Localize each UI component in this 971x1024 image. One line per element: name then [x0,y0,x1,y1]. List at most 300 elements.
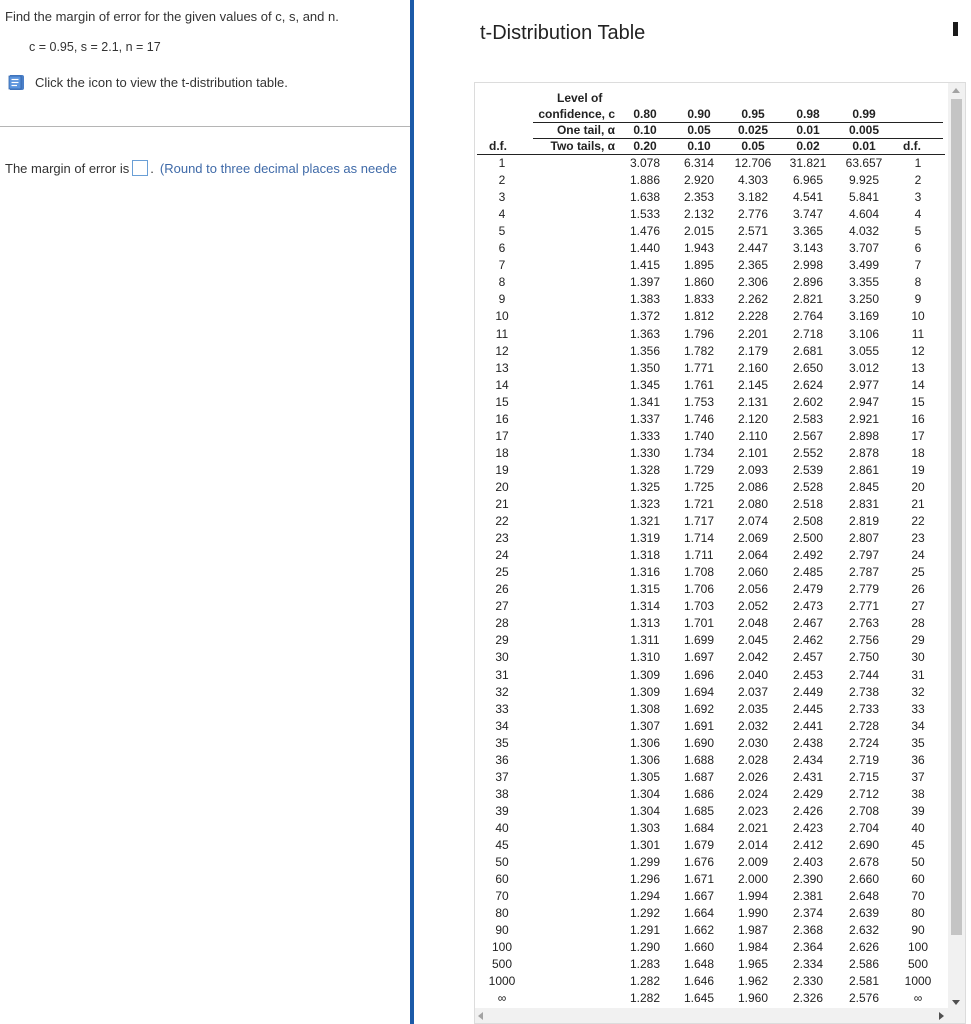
crit-cell: 2.228 [737,309,769,324]
crit-cell: 1.282 [629,974,661,989]
df-cell: 17 [495,428,509,443]
crit-cell: 1.319 [629,531,661,546]
crit-cell: 3.747 [792,207,824,222]
crit-cell: 1.318 [629,548,661,563]
crit-cell: 1.886 [629,173,661,188]
crit-cell: 2.368 [792,923,824,938]
minimize-button[interactable] [953,22,958,36]
crit-cell: 2.681 [792,343,824,358]
table-row [475,650,950,667]
df-cell: 15 [495,394,509,409]
crit-cell: 4.303 [737,173,769,188]
df-cell: 16 [495,411,509,426]
crit-cell: 1.304 [629,786,661,801]
crit-cell: 2.756 [848,633,880,648]
table-row [475,923,950,940]
crit-cell: 1.306 [629,752,661,767]
df-cell: 32 [495,684,509,699]
crit-cell: 1.662 [683,923,715,938]
crit-cell: 2.365 [737,258,769,273]
df-cell: 26 [495,582,509,597]
crit-cell: 2.353 [683,190,715,205]
crit-cell: 1.383 [629,292,661,307]
crit-cell: 1.725 [683,479,715,494]
vertical-scrollbar[interactable] [948,83,965,1023]
scroll-left-arrow-icon[interactable] [478,1012,483,1020]
table-row [475,685,950,702]
df-cell: 13 [495,360,509,375]
crit-cell: 1.645 [683,991,715,1006]
crit-cell: 1.699 [683,633,715,648]
crit-cell: 1.307 [629,718,661,733]
crit-cell: 1.325 [629,479,661,494]
crit-cell: 1.290 [629,940,661,955]
crit-cell: 2.032 [737,718,769,733]
df-cell: 15 [911,394,925,409]
header-rule [477,154,945,155]
df-cell: 14 [911,377,925,392]
crit-cell: 1.692 [683,701,715,716]
df-cell: 1000 [904,974,932,989]
rounding-hint: (Round to three decimal places as neede [159,160,397,176]
crit-cell: 6.314 [683,156,715,170]
df-cell: 23 [495,531,509,546]
df-cell: 22 [911,514,925,529]
crit-cell: 2.539 [792,462,824,477]
df-cell: 70 [911,889,925,904]
crit-cell: 1.350 [629,360,661,375]
crit-cell: 2.074 [737,514,769,529]
df-cell: 22 [495,514,509,529]
crit-cell: 1.372 [629,309,661,324]
crit-cell: 2.898 [848,428,880,443]
crit-cell: 1.533 [629,207,661,222]
crit-cell: 1.306 [629,735,661,750]
table-row [475,207,950,224]
crit-cell: 2.080 [737,497,769,511]
df-cell: 10 [495,309,509,324]
table-row [475,258,950,275]
crit-cell: 1.691 [683,718,715,733]
crit-cell: 1.337 [629,411,661,426]
crit-cell: 1.943 [683,241,715,256]
table-row [475,395,950,412]
crit-cell: 1.282 [629,991,661,1006]
crit-cell: 2.056 [737,582,769,597]
crit-cell: 1.812 [683,309,715,324]
crit-cell: 1.291 [629,923,661,938]
crit-cell: 1.685 [683,803,715,818]
crit-cell: 3.055 [848,343,880,358]
crit-cell: 2.445 [792,701,824,716]
df-cell: 45 [911,838,925,852]
table-row [475,412,950,429]
scroll-down-arrow-icon[interactable] [952,1000,960,1005]
header-df-left: d.f. [489,139,507,153]
df-cell: 1 [914,156,922,170]
header-df-right: d.f. [903,139,921,153]
crit-cell: 1.717 [683,514,715,529]
crit-cell: 2.947 [848,394,880,409]
crit-cell: 2.023 [737,803,769,818]
df-cell: 70 [495,889,509,904]
crit-cell: 2.639 [848,906,880,921]
df-cell: 31 [495,667,509,682]
crit-cell: 2.364 [792,940,824,955]
table-row [475,361,950,378]
crit-cell: 4.032 [848,224,880,239]
crit-cell: 2.457 [792,650,824,665]
crit-cell: 1.296 [629,872,661,887]
crit-cell: 2.583 [792,411,824,426]
crit-cell: 2.262 [737,292,769,307]
table-row [475,974,950,991]
scroll-up-arrow-icon[interactable] [952,88,960,93]
crit-cell: 2.632 [848,923,880,938]
crit-cell: 2.390 [792,872,824,887]
header-confidence-value: 0.80 [633,107,657,121]
crit-cell: 3.169 [848,309,880,324]
crit-cell: 2.306 [737,275,769,290]
crit-cell: 2.718 [792,326,824,341]
vertical-scroll-thumb[interactable] [951,99,962,935]
crit-cell: 1.363 [629,326,661,341]
crit-cell: 2.179 [737,343,769,358]
crit-cell: 1.301 [629,838,661,852]
crit-cell: 2.035 [737,701,769,716]
df-cell: 14 [495,377,509,392]
crit-cell: 31.821 [789,156,827,170]
df-cell: 6 [498,241,506,256]
df-cell: 34 [911,718,925,733]
crit-cell: 2.015 [683,224,715,239]
crit-cell: 2.648 [848,889,880,904]
scroll-right-arrow-icon[interactable] [939,1012,944,1020]
crit-cell: 2.719 [848,752,880,767]
book-icon[interactable] [7,73,27,91]
crit-cell: 1.309 [629,667,661,682]
crit-cell: 2.479 [792,582,824,597]
crit-cell: 2.423 [792,820,824,835]
crit-cell: 2.624 [792,377,824,392]
df-cell: 2 [914,173,922,188]
crit-cell: 1.308 [629,701,661,716]
crit-cell: 2.750 [848,650,880,665]
df-cell: 26 [911,582,925,597]
header-two-tails-value: 0.20 [633,139,657,153]
crit-cell: 1.734 [683,445,715,460]
crit-cell: 1.476 [629,224,661,239]
crit-cell: 2.878 [848,445,880,460]
crit-cell: 2.441 [792,718,824,733]
question-givens: c = 0.95, s = 2.1, n = 17 [29,40,161,54]
crit-cell: 2.807 [848,531,880,546]
crit-cell: 1.311 [630,633,660,648]
crit-cell: 1.333 [629,428,661,443]
header-two-tails-value: 0.02 [796,139,820,153]
df-cell: 35 [495,735,509,750]
margin-of-error-input[interactable] [132,160,148,176]
crit-cell: 1.315 [629,582,661,597]
df-cell: 50 [911,855,925,870]
crit-cell: 2.069 [737,531,769,546]
crit-cell: 1.299 [629,855,661,870]
table-row [475,616,950,633]
crit-cell: 2.567 [792,428,824,443]
df-cell: 8 [498,275,506,290]
df-cell: 100 [907,940,929,955]
crit-cell: 2.021 [737,820,769,835]
table-row [475,565,950,582]
crit-cell: 1.313 [629,616,661,631]
crit-cell: 2.763 [848,616,880,631]
crit-cell: 2.326 [792,991,824,1006]
crit-cell: 2.576 [848,991,880,1006]
header-rule [533,138,943,139]
df-cell: 17 [911,428,925,443]
df-cell: 90 [495,923,509,938]
crit-cell: 2.552 [792,445,824,460]
table-row [475,668,950,685]
crit-cell: 3.143 [792,241,824,256]
df-cell: 7 [498,258,506,273]
crit-cell: 1.987 [737,923,769,938]
crit-cell: 1.990 [737,906,769,921]
crit-cell: 3.365 [792,224,824,239]
crit-cell: 1.701 [683,616,715,631]
crit-cell: 1.664 [683,906,715,921]
crit-cell: 2.045 [737,633,769,648]
crit-cell: 2.132 [683,207,715,222]
df-cell: 21 [911,497,925,511]
crit-cell: 1.694 [683,684,715,699]
df-cell: 500 [491,957,513,972]
crit-cell: 1.309 [629,684,661,699]
header-two-tails-value: 0.01 [852,139,876,153]
crit-cell: 1.965 [737,957,769,972]
table-row [475,309,950,326]
crit-cell: 2.412 [792,838,824,852]
crit-cell: 4.541 [792,190,824,205]
crit-cell: 3.078 [629,156,661,170]
crit-cell: 2.438 [792,735,824,750]
df-cell: 40 [495,820,509,835]
crit-cell: 2.009 [737,855,769,870]
crit-cell: 1.711 [684,548,714,563]
crit-cell: 2.518 [792,497,824,511]
crit-cell: 2.779 [848,582,880,597]
df-cell: 5 [914,224,922,239]
table-row [475,224,950,241]
crit-cell: 1.994 [737,889,769,904]
df-cell: 6 [914,241,922,256]
crit-cell: 2.733 [848,701,880,716]
crit-cell: 2.602 [792,394,824,409]
crit-cell: 2.160 [737,360,769,375]
crit-cell: 2.026 [737,769,769,784]
df-cell: 23 [911,531,925,546]
df-cell: 50 [495,855,509,870]
crit-cell: 1.330 [629,445,661,460]
horizontal-scrollbar[interactable] [475,1008,950,1023]
crit-cell: 2.845 [848,479,880,494]
table-row [475,429,950,446]
df-cell: 11 [495,326,509,341]
crit-cell: 2.861 [848,462,880,477]
crit-cell: 2.403 [792,855,824,870]
crit-cell: 2.724 [848,735,880,750]
crit-cell: 2.787 [848,565,880,580]
crit-cell: 2.467 [792,616,824,631]
crit-cell: 2.145 [737,377,769,392]
df-cell: 36 [495,752,509,767]
table-row [475,719,950,736]
table-row [475,327,950,344]
crit-cell: 2.024 [737,786,769,801]
crit-cell: 1.440 [629,241,661,256]
crit-cell: 2.771 [848,599,880,614]
crit-cell: 1.397 [629,275,661,290]
crit-cell: 2.660 [848,872,880,887]
crit-cell: 2.453 [792,667,824,682]
question-prompt: Find the margin of error for the given values of c, s, and n. [5,9,339,24]
header-one-tail-value: 0.025 [737,123,769,137]
df-cell: 18 [495,445,509,460]
crit-cell: 1.323 [629,497,661,511]
crit-cell: 2.030 [737,735,769,750]
df-cell: 37 [911,769,925,784]
crit-cell: 2.048 [737,616,769,631]
df-cell: 25 [495,565,509,580]
df-cell: 30 [911,650,925,665]
dialog-title: t-Distribution Table [480,22,646,44]
crit-cell: 3.106 [848,326,880,341]
t-table-link[interactable] [7,73,288,91]
crit-cell: 2.704 [848,820,880,835]
df-cell: 13 [911,360,925,375]
crit-cell: 2.500 [792,531,824,546]
crit-cell: 1.782 [683,343,715,358]
crit-cell: 63.657 [845,156,883,170]
df-cell: 38 [911,786,925,801]
crit-cell: 2.819 [848,514,880,529]
table-row [475,633,950,650]
table-row [475,497,950,514]
crit-cell: 1.687 [683,769,715,784]
crit-cell: 2.381 [792,889,824,904]
crit-cell: 2.000 [737,872,769,887]
header-confidence-value: 0.99 [852,107,876,121]
crit-cell: 1.294 [629,889,661,904]
crit-cell: 2.426 [792,803,824,818]
crit-cell: 2.110 [738,428,768,443]
crit-cell: 2.473 [792,599,824,614]
crit-cell: 1.671 [683,872,715,887]
crit-cell: 1.684 [683,820,715,835]
crit-cell: 1.721 [683,497,715,511]
table-row [475,906,950,923]
crit-cell: 1.690 [683,735,715,750]
table-row [475,514,950,531]
df-cell: 24 [495,548,509,563]
crit-cell: 1.415 [629,258,661,273]
crit-cell: 2.431 [792,769,824,784]
crit-cell: 3.182 [737,190,769,205]
crit-cell: 2.014 [737,838,769,852]
df-cell: 31 [911,667,925,682]
crit-cell: 2.101 [737,445,769,460]
table-row [475,872,950,889]
df-cell: 37 [495,769,509,784]
df-cell: 20 [495,479,509,494]
table-row [475,957,950,974]
table-row [475,838,950,855]
table-viewport[interactable] [474,82,966,1024]
header-one-tail-value: 0.05 [687,123,711,137]
df-cell: 39 [911,803,925,818]
crit-cell: 1.328 [629,462,661,477]
crit-cell: 1.686 [683,786,715,801]
df-cell: 27 [495,599,509,614]
df-cell: 32 [911,684,925,699]
crit-cell: 2.492 [792,548,824,563]
crit-cell: 1.714 [683,531,715,546]
crit-cell: 1.740 [683,428,715,443]
df-cell: 80 [911,906,925,921]
crit-cell: 1.341 [629,394,661,409]
crit-cell: 2.028 [737,752,769,767]
crit-cell: 1.962 [737,974,769,989]
crit-cell: 2.764 [792,309,824,324]
crit-cell: 2.374 [792,906,824,921]
crit-cell: 1.292 [629,906,661,921]
table-row [475,292,950,309]
table-row [475,480,950,497]
df-cell: 29 [495,633,509,648]
crit-cell: 12.706 [734,156,772,170]
header-two-tails-value: 0.10 [687,139,711,153]
crit-cell: 1.660 [683,940,715,955]
crit-cell: 3.499 [848,258,880,273]
table-row [475,599,950,616]
crit-cell: 2.626 [848,940,880,955]
header-confidence: confidence, c [538,107,615,121]
header-confidence-value: 0.98 [796,107,820,121]
crit-cell: 2.052 [737,599,769,614]
crit-cell: 1.860 [683,275,715,290]
table-row [475,378,950,395]
df-cell: 90 [911,923,925,938]
crit-cell: 2.528 [792,479,824,494]
table-row [475,736,950,753]
df-cell: 9 [914,292,922,307]
df-cell: 38 [495,786,509,801]
crit-cell: 1.345 [629,377,661,392]
answer-prefix: The margin of error is [5,160,130,176]
crit-cell: 2.064 [737,548,769,563]
df-cell: 1000 [488,974,516,989]
df-cell: 11 [911,326,925,341]
table-row [475,702,950,719]
df-cell: 3 [914,190,922,205]
df-cell: 28 [911,616,925,631]
crit-cell: 2.060 [737,565,769,580]
crit-cell: 2.920 [683,173,715,188]
crit-cell: 2.998 [792,258,824,273]
crit-cell: 2.744 [848,667,880,682]
t-table-link-text[interactable]: Click the icon to view the t-distribution table. [35,74,288,90]
question-pane [0,0,410,1024]
